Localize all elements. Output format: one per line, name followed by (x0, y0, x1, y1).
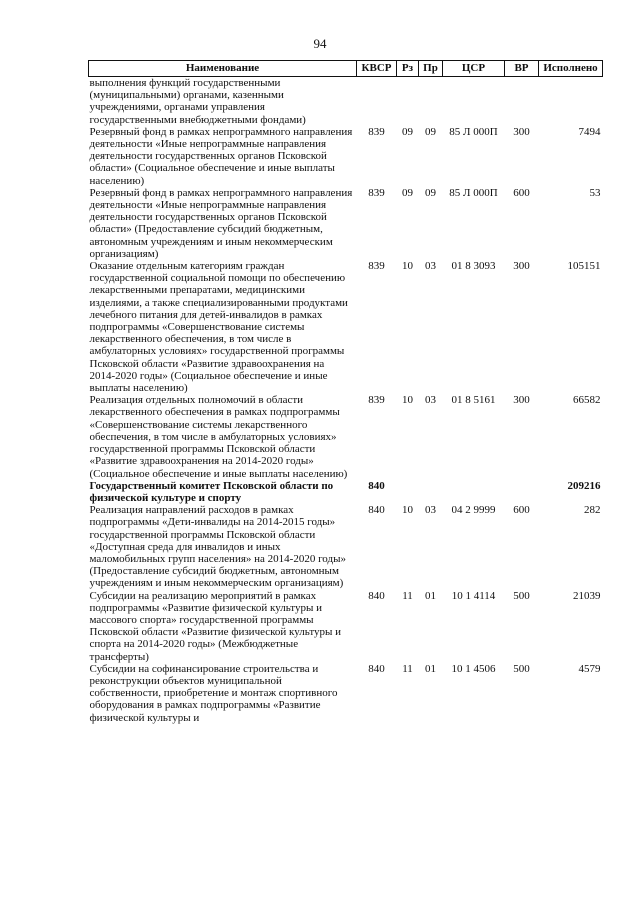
row-kvsr: 840 (368, 504, 385, 517)
table-row (89, 504, 603, 589)
table-row (89, 187, 603, 260)
row-pr: 01 (425, 662, 436, 675)
row-rz (397, 480, 419, 504)
row-pr (419, 77, 443, 126)
table-row (89, 77, 603, 126)
row-done (539, 77, 603, 126)
row-name: Оказание отдельным категориям граждан государственной социальной помощи по обеспечению лекарственными препаратами, медицинскими изделиями, а также специализированными продуктами лечебного питания для детей-инвалидов в рамках подпрограммы «Совершенствование системы лекарственного обеспечения, в том числе в амбулаторных условиях» государственной программы Псковской области «Развитие здравоохранения на 2014-2020 годы» (Социальное обеспечение и иные выплаты населению) (89, 260, 348, 395)
row-rz: 11 (402, 662, 413, 675)
row-csr: 04 2 9999 (451, 504, 496, 517)
row-pr (419, 480, 443, 504)
row-pr: 09 (425, 186, 436, 199)
row-pr: 01 (425, 589, 436, 602)
row-pr: 03 (425, 394, 436, 407)
row-kvsr: 839 (368, 260, 385, 273)
row-name: Реализация отдельных полномочий в области лекарственного обеспечения в рамках подпрограммы «Совершенствование системы лекарственного обеспечения, в том числе в амбулаторных условиях» государственной программы Псковской области «Развитие здравоохранения на 2014-2020 годы» (Социальное обеспечение и иные выплаты населению) (89, 394, 348, 480)
row-name: Субсидии на реализацию мероприятий в рамках подпрограммы «Развитие физической культуры и массового спорта» государственной программы Псковской области «Развитие физической культуры и спорта на 2014-2020 годы» (Межбюджетные трансферты) (89, 589, 342, 663)
row-kvsr: 839 (368, 125, 385, 138)
row-kvsr: 839 (368, 394, 385, 407)
row-csr (443, 480, 505, 504)
row-vr: 600 (513, 504, 530, 517)
row-done: 7494 (578, 125, 601, 138)
row-name: Реализация направлений расходов в рамках подпрограммы «Дети-инвалиды на 2014-2015 годы» государственной программы Псковской области «Доступная среда для инвалидов и иных маломобильных групп населения» на 2014-2020 годы» (Предоставление субсидий бюджетным, автономным учреждениям и иным некоммерческим организациям) (89, 504, 346, 590)
row-kvsr: 839 (368, 186, 385, 199)
row-vr: 500 (513, 662, 530, 675)
row-done: 105151 (567, 260, 601, 273)
row-name: выполнения функций государственными (муниципальными) органами, казенными учреждениями, органами управления государственными внебюджетными фондами) (89, 77, 306, 126)
row-pr: 03 (425, 260, 436, 273)
row-done: 66582 (573, 394, 601, 407)
header-csr: ЦСР (443, 61, 505, 77)
row-csr: 85 Л 000П (449, 186, 498, 199)
row-vr: 500 (513, 589, 530, 602)
row-csr: 85 Л 000П (449, 125, 498, 138)
row-name: Субсидии на софинансирование строительства и реконструкции объектов муниципальной собственности, приобретение и монтаж спортивного оборудования в рамках подпрограммы «Развитие физической культуры и (89, 662, 338, 724)
row-vr (505, 480, 539, 504)
table-header-row (89, 61, 603, 77)
page-number: 94 (313, 36, 327, 51)
table-row (89, 663, 603, 724)
row-pr: 03 (425, 504, 436, 517)
row-vr (505, 77, 539, 126)
row-done: 53 (589, 186, 601, 199)
row-vr: 600 (513, 186, 530, 199)
header-name: Наименование (89, 61, 357, 77)
header-kvsr: КВСР (357, 61, 397, 77)
row-pr: 09 (425, 125, 436, 138)
header-done: Исполнено (539, 61, 603, 77)
row-kvsr: 840 (368, 589, 385, 602)
row-rz: 09 (402, 125, 413, 138)
row-csr: 01 8 5161 (451, 394, 496, 407)
row-vr: 300 (513, 394, 530, 407)
header-pr: Пр (419, 61, 443, 77)
row-rz: 10 (402, 504, 413, 517)
table-row (89, 260, 603, 394)
table-row-section (89, 480, 603, 504)
header-vr: ВР (505, 61, 539, 77)
row-done: 209216 (567, 479, 601, 492)
row-name: Резервный фонд в рамках непрограммного направления деятельности «Иные непрограммные направления деятельности государственных органов Псковской области» (Социальное обеспечение и иные выплаты населению) (89, 125, 353, 187)
row-rz: 10 (402, 260, 413, 273)
row-vr: 300 (513, 260, 530, 273)
row-rz: 10 (402, 394, 413, 407)
row-done: 4579 (578, 662, 601, 675)
report-table (88, 60, 603, 724)
row-done: 282 (584, 504, 601, 517)
table-row (89, 394, 603, 479)
row-vr: 300 (513, 125, 530, 138)
row-kvsr: 840 (368, 662, 385, 675)
row-csr: 10 1 4114 (451, 589, 496, 602)
row-csr: 01 8 3093 (451, 260, 496, 273)
table-row (89, 126, 603, 187)
row-csr: 10 1 4506 (451, 662, 496, 675)
row-done: 21039 (573, 589, 601, 602)
row-kvsr: 840 (368, 479, 385, 492)
table-row (89, 590, 603, 663)
row-kvsr (357, 77, 397, 126)
row-rz: 11 (402, 589, 413, 602)
row-rz: 09 (402, 186, 413, 199)
header-rz: Рз (397, 61, 419, 77)
row-name: Государственный комитет Псковской области по физической культуре и спорту (89, 479, 334, 504)
row-rz (397, 77, 419, 126)
row-csr (443, 77, 505, 126)
row-name: Резервный фонд в рамках непрограммного направления деятельности «Иные непрограммные направления деятельности государственных органов Псковской области» (Предоставление субсидий бюджетным, автономным учреждениям и иным некоммерческим организациям) (89, 186, 353, 260)
